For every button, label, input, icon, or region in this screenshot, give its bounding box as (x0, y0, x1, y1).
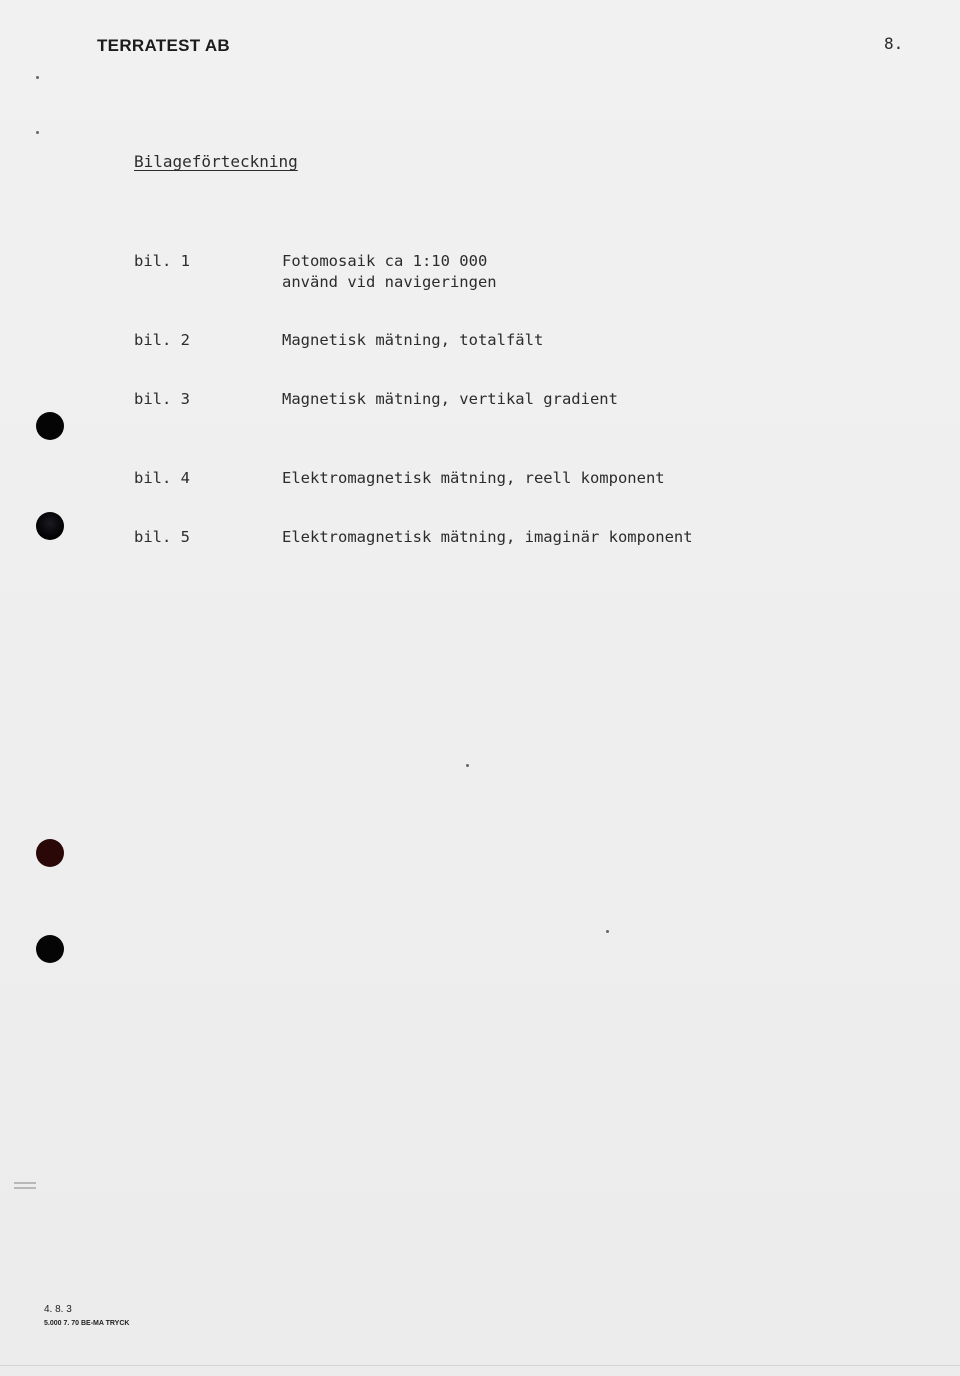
margin-mark (14, 1187, 36, 1189)
appendix-description-2-line-1: Magnetisk mätning, totalfält (282, 331, 544, 349)
appendix-description-4-line-1: Elektromagnetisk mätning, reell komponent (282, 469, 665, 487)
punch-hole (36, 839, 64, 867)
page-number: 8. (884, 34, 904, 53)
punch-hole (36, 512, 64, 540)
section-heading: Bilageförteckning (134, 152, 298, 171)
appendix-description-5 (282, 527, 693, 548)
scan-speck (36, 131, 39, 134)
appendix-label-3: bil. 3 (134, 390, 190, 408)
appendix-description-4 (282, 468, 665, 489)
appendix-description-1 (282, 251, 497, 293)
appendix-description-2 (282, 330, 543, 351)
company-name: TERRATEST AB (97, 36, 230, 55)
scan-speck (36, 76, 39, 79)
appendix-label-1: bil. 1 (134, 252, 190, 270)
appendix-description-1-line-2: använd vid navigeringen (282, 273, 497, 291)
appendix-label-2: bil. 2 (134, 331, 190, 349)
scan-speck (466, 764, 469, 767)
appendix-label-5: bil. 5 (134, 528, 190, 546)
margin-mark (14, 1182, 36, 1184)
appendix-description-1-line-1: Fotomosaik ca 1:10 000 (282, 252, 488, 270)
page-edge (0, 1365, 960, 1366)
scan-speck (606, 930, 609, 933)
appendix-description-3-line-1: Magnetisk mätning, vertikal gradient (282, 390, 618, 408)
punch-hole (36, 935, 64, 963)
appendix-description-5-line-1: Elektromagnetisk mätning, imaginär komponent (282, 528, 693, 546)
appendix-label-4: bil. 4 (134, 469, 190, 487)
punch-hole (36, 412, 64, 440)
footer-code: 4. 8. 3 (44, 1304, 72, 1315)
footer-printer-mark: 5.000 7. 70 BE-MA TRYCK (44, 1320, 130, 1327)
appendix-description-3 (282, 389, 618, 410)
